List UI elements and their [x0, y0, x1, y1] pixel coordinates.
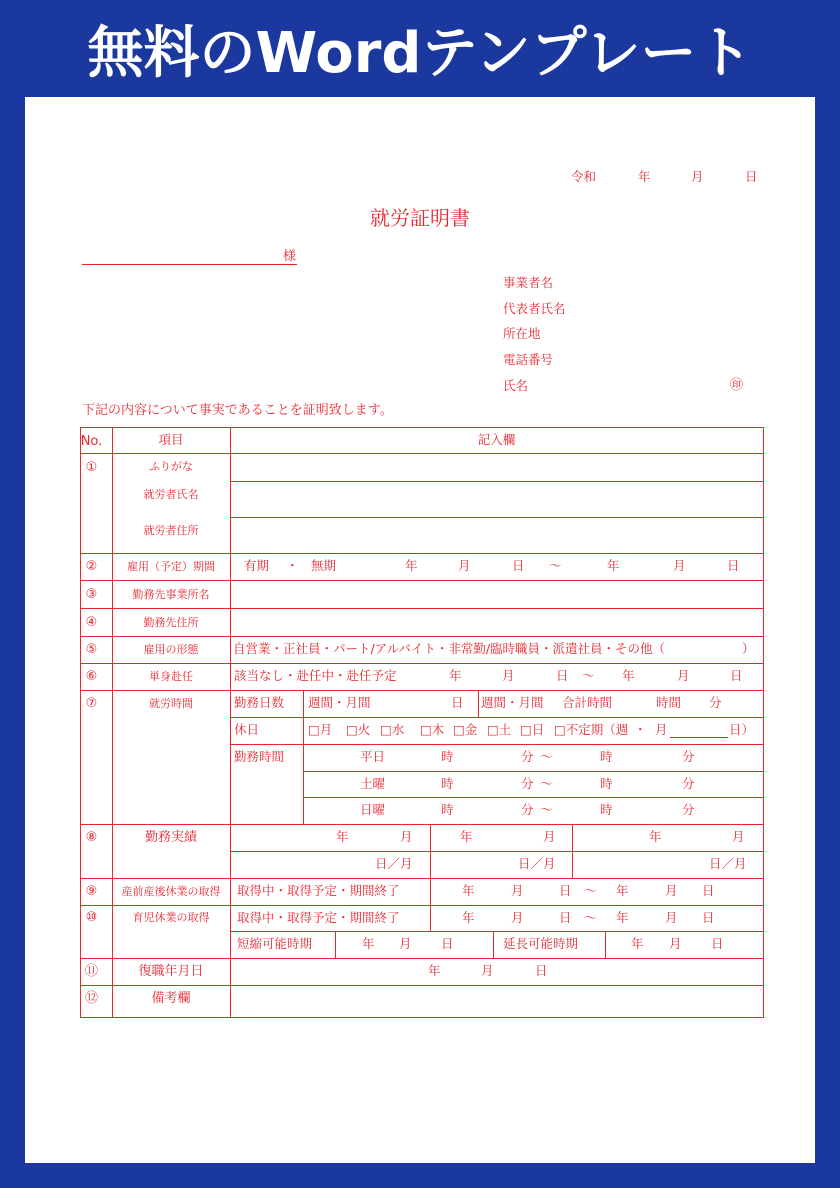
issuer-representative-label: 代表者氏名 [503, 301, 566, 316]
sunday-start-minute: 分 [521, 802, 534, 817]
return-day: 日 [535, 963, 548, 978]
childcare-start-month: 月 [511, 910, 524, 925]
item-employment-type: 雇用の形態 [143, 642, 199, 656]
workdays-day-unit: 日 [451, 695, 464, 710]
certification-statement: 下記の内容について事実であることを証明致します。 [82, 403, 393, 418]
record-3-year: 年 [649, 829, 662, 844]
issuer-address-label: 所在地 [503, 326, 541, 341]
item-work-record: 勤務実績 [144, 829, 197, 845]
return-month: 月 [481, 963, 494, 978]
period-end-day: 日 [727, 558, 740, 573]
shortening-possible-label: 短縮可能時期 [237, 936, 313, 951]
record-3-days-per-month: 日／月 [709, 856, 747, 871]
date-day: 日 [745, 169, 758, 184]
row-number: ② [85, 558, 98, 574]
record-1-year: 年 [336, 829, 349, 844]
irregular-separator: ・ [634, 722, 647, 737]
item-maternity-leave: 産前産後休業の取得 [121, 884, 221, 898]
assignment-start-day: 日 [556, 668, 569, 683]
maternity-start-year: 年 [462, 883, 475, 898]
shortening-year: 年 [362, 936, 375, 951]
period-start-day: 日 [512, 558, 525, 573]
sunday-end-hour: 時 [600, 802, 613, 817]
maternity-end-day: 日 [702, 883, 715, 898]
header-item: 項目 [158, 432, 184, 447]
maternity-end-month: 月 [665, 883, 678, 898]
childcare-range-tilde: ～ [584, 910, 597, 925]
total-hours-period-options: 週間・月間 [481, 695, 544, 710]
maternity-start-month: 月 [511, 883, 524, 898]
row-number: ⑥ [85, 668, 98, 684]
row-number: ⑦ [85, 695, 98, 711]
row-number: ⑫ [84, 990, 98, 1006]
shortening-month: 月 [399, 936, 412, 951]
holiday-checkbox-fri: □金 [453, 722, 478, 737]
assignment-start-month: 月 [502, 668, 515, 683]
date-month: 月 [691, 169, 704, 184]
issuer-company-label: 事業者名 [503, 275, 554, 290]
record-2-year: 年 [460, 829, 473, 844]
row-number: ① [85, 460, 98, 475]
option-fixed-term: 有期 [244, 558, 270, 573]
saturday-start-hour: 時 [441, 776, 454, 791]
item-remarks: 備考欄 [151, 990, 191, 1006]
period-start-year: 年 [405, 558, 418, 573]
holiday-checkbox-irregular: □不定期（週 [554, 722, 629, 737]
saturday-label: 土曜 [360, 776, 386, 791]
item-worker-address: 就労者住所 [143, 523, 199, 537]
working-hours-label: 勤務時間 [234, 749, 285, 764]
total-hours-hour-unit: 時間 [656, 695, 682, 710]
record-2-days-per-month: 日／月 [518, 856, 556, 871]
weekday-range-tilde: ～ [540, 749, 553, 764]
period-start-month: 月 [458, 558, 471, 573]
childcare-end-day: 日 [702, 910, 715, 925]
shortening-day: 日 [441, 936, 454, 951]
saturday-range-tilde: ～ [540, 776, 553, 791]
holiday-checkbox-wed: □水 [380, 722, 405, 737]
row-number: ⑤ [85, 641, 98, 657]
record-1-days-per-month: 日／月 [375, 856, 413, 871]
sunday-end-minute: 分 [682, 802, 695, 817]
maternity-range-tilde: ～ [584, 883, 597, 898]
row-number: ④ [85, 614, 98, 630]
sunday-start-hour: 時 [441, 802, 454, 817]
row-number: ⑪ [84, 963, 98, 979]
item-childcare-leave: 育児休業の取得 [132, 910, 210, 924]
item-worker-name: 就労者氏名 [143, 487, 199, 501]
saturday-end-minute: 分 [682, 776, 695, 791]
header-entry: 記入欄 [477, 432, 516, 447]
total-hours-minute-unit: 分 [709, 695, 722, 710]
period-end-month: 月 [673, 558, 686, 573]
holiday-checkbox-thu: □木 [420, 722, 445, 737]
holiday-checkbox-tue: □火 [346, 722, 371, 737]
return-year: 年 [428, 963, 441, 978]
workdays-period-options: 週間・月間 [308, 695, 371, 710]
item-workplace-address: 勤務先住所 [143, 615, 199, 629]
saturday-end-hour: 時 [600, 776, 613, 791]
date-year: 年 [638, 169, 651, 184]
date-era: 令和 [571, 169, 597, 184]
childcare-end-year: 年 [616, 910, 629, 925]
weekday-end-minute: 分 [682, 749, 695, 764]
row-number: ⑧ [85, 829, 98, 845]
childcare-end-month: 月 [665, 910, 678, 925]
period-end-year: 年 [607, 558, 620, 573]
irregular-month-option: 月 [655, 722, 668, 737]
employment-type-options: 自営業・正社員・パート/アルバイト・非常勤/臨時職員・派遣社員・その他（ [233, 641, 666, 656]
item-furigana: ふりがな [149, 459, 193, 473]
banner-title: 無料のWordテンプレート [87, 21, 753, 86]
row-number: ③ [85, 586, 98, 602]
item-working-hours: 就労時間 [149, 696, 193, 710]
weekday-label: 平日 [360, 749, 386, 764]
maternity-status-options: 取得中・取得予定・期間終了 [237, 883, 400, 898]
weekday-start-minute: 分 [521, 749, 534, 764]
maternity-end-year: 年 [616, 883, 629, 898]
weekday-start-hour: 時 [441, 749, 454, 764]
maternity-start-day: 日 [559, 883, 572, 898]
item-return-date: 復職年月日 [138, 963, 204, 979]
assignment-end-month: 月 [677, 668, 690, 683]
holiday-checkbox-sat: □土 [487, 722, 512, 737]
employment-type-close-paren: ） [742, 641, 755, 656]
option-separator: ・ [286, 558, 299, 573]
extension-day: 日 [711, 936, 724, 951]
extension-year: 年 [631, 936, 644, 951]
saturday-start-minute: 分 [521, 776, 534, 791]
issuer-phone-label: 電話番号 [503, 352, 554, 367]
option-indefinite-term: 無期 [311, 558, 337, 573]
total-hours-label: 合計時間 [562, 695, 613, 710]
document-title: 就労証明書 [370, 206, 470, 230]
holidays-label: 休日 [234, 722, 260, 737]
assignment-end-day: 日 [730, 668, 743, 683]
irregular-days-unit: 日） [729, 722, 755, 737]
childcare-start-year: 年 [462, 910, 475, 925]
weekday-end-hour: 時 [600, 749, 613, 764]
assignment-end-year: 年 [622, 668, 635, 683]
extension-month: 月 [669, 936, 682, 951]
extension-possible-label: 延長可能時期 [503, 936, 579, 951]
sunday-label: 日曜 [360, 802, 386, 817]
childcare-start-day: 日 [559, 910, 572, 925]
item-workplace-name: 勤務先事業所名 [132, 587, 210, 601]
holiday-checkbox-sun: □日 [520, 722, 545, 737]
holiday-checkbox-mon: □月 [308, 722, 333, 737]
item-solo-assignment: 単身赴任 [149, 669, 193, 683]
row-number: ⑩ [85, 909, 98, 925]
sunday-range-tilde: ～ [540, 802, 553, 817]
seal-mark-icon: ㊞ [730, 378, 744, 393]
header-no: No. [80, 433, 103, 449]
assignment-status-options: 該当なし・赴任中・赴任予定 [234, 668, 397, 683]
assignment-range-tilde: ～ [582, 668, 595, 683]
item-employment-period: 雇用（予定）期間 [127, 559, 215, 573]
record-1-month: 月 [400, 829, 413, 844]
row-number: ⑨ [85, 883, 98, 899]
period-range-tilde: ～ [549, 558, 562, 573]
assignment-start-year: 年 [449, 668, 462, 683]
record-2-month: 月 [543, 829, 556, 844]
addressee-suffix: 様 [283, 249, 297, 264]
record-3-month: 月 [732, 829, 745, 844]
issuer-name-label: 氏名 [503, 378, 529, 393]
workdays-label: 勤務日数 [234, 695, 285, 710]
childcare-status-options: 取得中・取得予定・期間終了 [237, 910, 400, 925]
